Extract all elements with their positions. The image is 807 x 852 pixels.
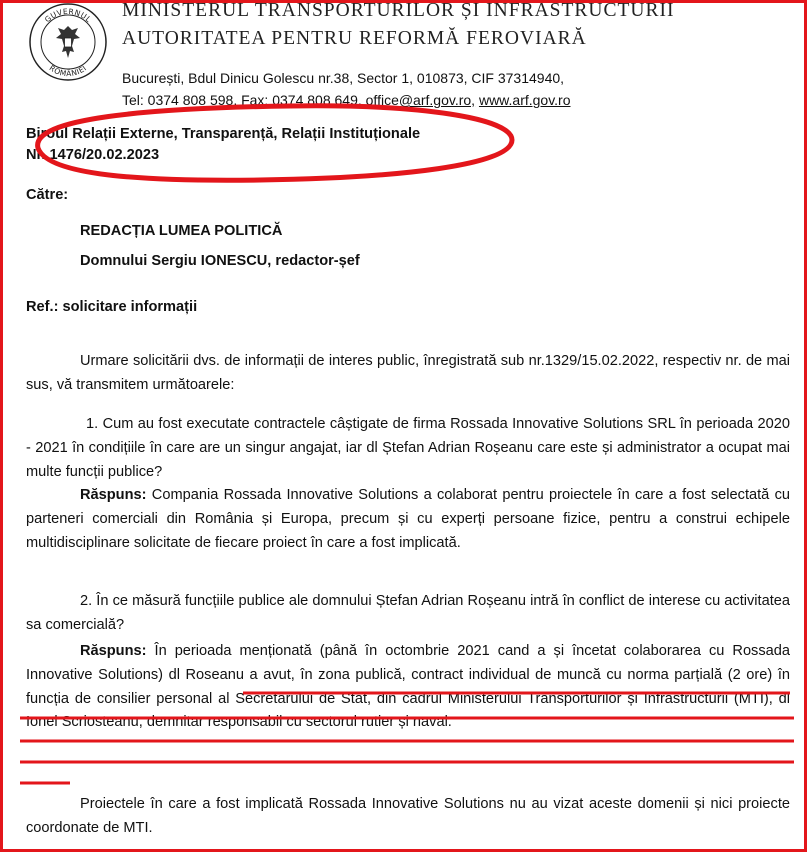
authority-name: AUTORITATEA PENTRU REFORMĂ FEROVIARĂ: [122, 28, 587, 49]
answer-2: [26, 640, 790, 735]
answer-label: Răspuns:: [80, 643, 147, 659]
svg-text:GUVERNUL: GUVERNUL: [42, 6, 94, 25]
phone-fax: Tel: 0374 808 598, Fax: 0374 808 649,: [122, 92, 362, 108]
answer-2-text-part1: În perioada menționată (până în octombrie 2021 cand a și încetat colaborarea cu Rossada Innovative Solutions): [26, 643, 790, 683]
answer-2-text-part2: dl Roseanu a avut, în zona publică, contract individual de muncă cu norma parțială (2 ore) în funcția de consilier personal al Secretarului de Stat, din cadrul Ministerului Transporturilor și Infrastructurii (MTI), dl Ionel Scriosteanu, demnitar responsabil cu sectorul rutier și naval.: [26, 666, 790, 731]
website-link[interactable]: www.arf.gov.ro: [478, 92, 571, 108]
office-name: Biroul Relații Externe, Transparență, Relații Instituționale: [26, 126, 421, 142]
answer-label: Răspuns:: [80, 487, 147, 503]
reference-text: solicitare informații: [62, 299, 198, 315]
question-1: 1. Cum au fost executate contractele câștigate de firma Rossada Innovative Solutions SRL în perioada 2020 - 2021 în condițiile în care are un singur angajat, iar dl Ștefan Adrian Roșeanu care este și administrator a ocupat mai multe funcții publice?: [26, 416, 790, 480]
answer-1-text: Compania Rossada Innovative Solutions a colaborat pentru proiectele în care a fost selectată cu parteneri comerciali din România și Europa, precum și cu experți persoane fizice, pentru a construi echipele multidisciplinare solicitate de fiecare proiect în care a fost implicată.: [26, 487, 790, 551]
intro-paragraph: Urmare solicitării dvs. de informații de interes public, înregistrată sub nr.1329/15.02.2022, respectiv nr. de mai sus, vă transmitem următoarele:: [26, 353, 790, 393]
address-line: București, Bdul Dinicu Golescu nr.38, Sector 1, 010873, CIF 37314940,: [122, 70, 565, 86]
contact-line: [122, 92, 571, 108]
recipient-person: Domnului Sergiu IONESCU, redactor-șef: [80, 253, 360, 269]
email-link[interactable]: office@arf.gov.ro,: [365, 92, 476, 108]
recipient-organization: REDACȚIA LUMEA POLITICĂ: [80, 223, 283, 239]
svg-text:ROMÂNIEI: ROMÂNIEI: [47, 63, 89, 79]
registration-number: Nr. 1476/20.02.2023: [26, 147, 160, 163]
to-label: Către:: [26, 187, 69, 203]
ministry-name: MINISTERUL TRANSPORTURILOR ȘI INFRASTRUCTURII: [122, 0, 675, 21]
government-seal: [28, 2, 108, 82]
reference-label: Ref.:: [26, 299, 59, 315]
closing-paragraph: Proiectele în care a fost implicată Rossada Innovative Solutions nu au vizat aceste domenii și nici proiecte coordonate de MTI.: [26, 796, 790, 836]
reference-line: [26, 299, 197, 315]
question-2: 2. În ce măsură funcțiile publice ale domnului Ștefan Adrian Roșeanu intră în conflict de interese cu activitatea sa comercială?: [26, 593, 790, 633]
answer-1: [26, 484, 790, 555]
